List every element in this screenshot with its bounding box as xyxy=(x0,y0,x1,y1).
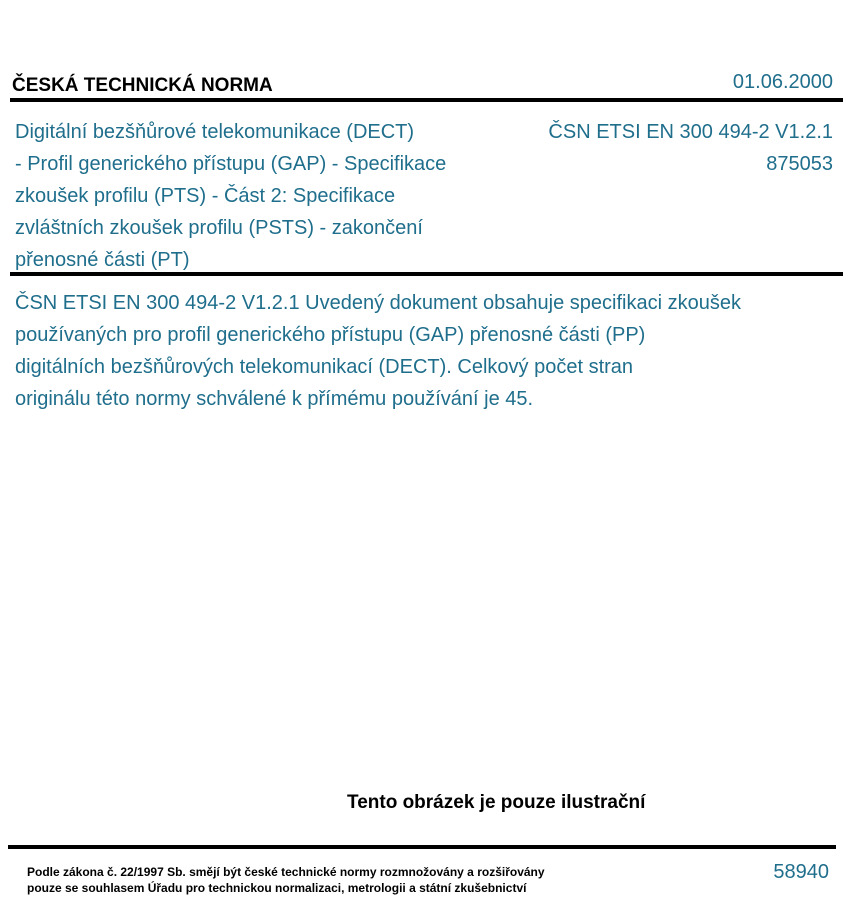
header-divider xyxy=(10,98,843,102)
title-divider xyxy=(10,272,843,276)
standard-identifiers xyxy=(548,116,833,180)
footer-divider xyxy=(8,845,836,849)
description-line: originálu této normy schválené k přímému používání je 45. xyxy=(15,388,534,410)
standard-title-line: - Profil generického přístupu (GAP) - Specifikace xyxy=(15,153,447,175)
catalog-number: 875053 xyxy=(766,153,833,175)
standard-title-line: zkoušek profilu (PTS) - Část 2: Specifikace xyxy=(15,185,396,207)
standard-code: ČSN ETSI EN 300 494-2 V1.2.1 xyxy=(548,121,833,143)
description-line: používaných pro profil generického přístupu (GAP) přenosné části (PP) xyxy=(15,324,646,346)
legal-notice xyxy=(27,864,587,896)
publication-date: 01.06.2000 xyxy=(732,71,833,93)
standard-title xyxy=(15,116,495,276)
standard-description xyxy=(15,287,815,415)
illustration-note: Tento obrázek je pouze ilustrační xyxy=(347,792,646,813)
legal-notice-line: pouze se souhlasem Úřadu pro technickou normalizaci, metrologii a státní zkušebnictví xyxy=(27,881,527,895)
legal-notice-line: Podle zákona č. 22/1997 Sb. smějí být české technické normy rozmnožovány a rozšiřovány xyxy=(27,865,545,879)
standard-title-line: přenosné části (PT) xyxy=(15,249,190,271)
standard-title-line: zvláštních zkoušek profilu (PSTS) - zakončení xyxy=(15,217,423,239)
document-number: 58940 xyxy=(773,861,829,883)
standard-title-line: Digitální bezšňůrové telekomunikace (DECT) xyxy=(15,121,415,143)
description-line: digitálních bezšňůrových telekomunikací (DECT). Celkový počet stran xyxy=(15,356,634,378)
page-title: ČESKÁ TECHNICKÁ NORMA xyxy=(12,75,273,96)
description-line: ČSN ETSI EN 300 494-2 V1.2.1 Uvedený dokument obsahuje specifikaci zkoušek xyxy=(15,292,741,314)
